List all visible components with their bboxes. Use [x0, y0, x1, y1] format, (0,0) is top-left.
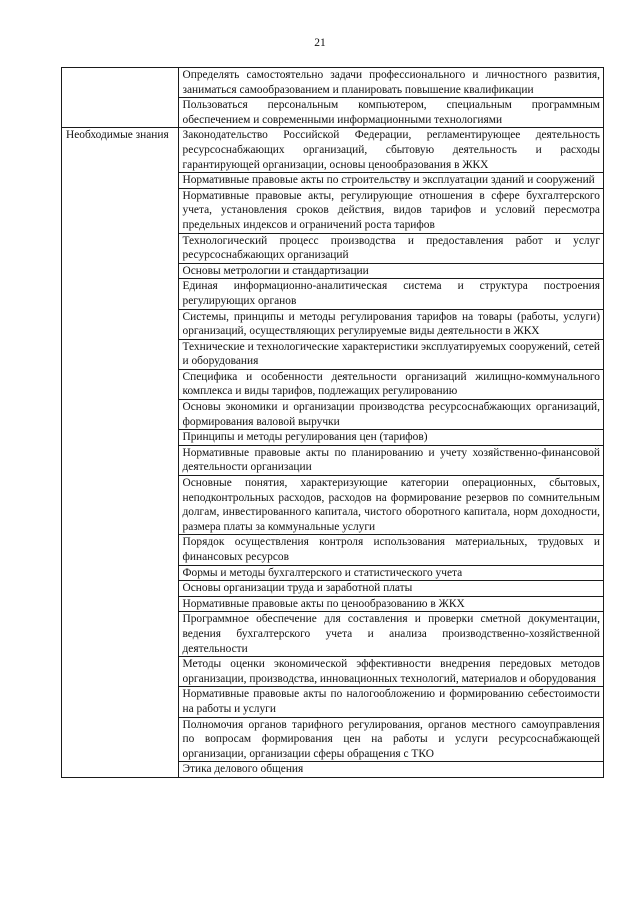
table-cell: Порядок осуществления контроля использования материальных, трудовых и финансовых ресурсов: [178, 535, 604, 565]
table-cell: Нормативные правовые акты по планированию и учету хозяйственно-финансовой деятельности организации: [178, 445, 604, 475]
table-cell: Нормативные правовые акты по строительству и эксплуатации зданий и сооружений: [178, 173, 604, 189]
table-cell: Полномочия органов тарифного регулирования, органов местного самоуправления по вопросам формирования цен на работы и услуги ресурсоснабжающей организации, организации сферы обращения с ТКО: [178, 717, 604, 762]
table-cell: Технологический процесс производства и предоставления работ и услуг ресурсоснабжающих организаций: [178, 233, 604, 263]
table-cell: Основы метрологии и стандартизации: [178, 263, 604, 279]
table-cell: Единая информационно-аналитическая система и структура построения регулирующих органов: [178, 279, 604, 309]
table-cell: Нормативные правовые акты по налогообложению и формированию себестоимости на работы и услуги: [178, 687, 604, 717]
table-cell: Пользоваться персональным компьютером, специальным программным обеспечением и современными информационными технологиями: [178, 98, 604, 128]
required-knowledge-label: Необходимые знания: [62, 128, 179, 778]
table-cell: Нормативные правовые акты по ценообразованию в ЖКХ: [178, 596, 604, 612]
table-cell: Основы организации труда и заработной платы: [178, 581, 604, 597]
group-label-cell: [62, 68, 179, 128]
table-cell: Этика делового общения: [178, 762, 604, 778]
table-cell: Нормативные правовые акты, регулирующие отношения в сфере бухгалтерского учета, установления сроков действия, видов тарифов и условий пересмотра предельных индексов и ограничений роста тарифов: [178, 188, 604, 233]
table-cell: Определять самостоятельно задачи профессионального и личностного развития, заниматься самообразованием и планировать повышение квалификации: [178, 68, 604, 98]
table-cell: Методы оценки экономической эффективности внедрения передовых методов организации, производства, инновационных технологий, материалов и оборудования: [178, 657, 604, 687]
professional-standard-table: [61, 67, 604, 778]
table-row: [62, 128, 604, 173]
table-cell: Системы, принципы и методы регулирования тарифов на товары (работы, услуги) организаций, осуществляющих регулируемые виды деятельности в ЖКХ: [178, 309, 604, 339]
table-cell: Принципы и методы регулирования цен (тарифов): [178, 430, 604, 446]
page-number: 21: [314, 37, 326, 49]
table-cell: Технические и технологические характеристики эксплуатируемых сооружений, сетей и оборудования: [178, 339, 604, 369]
table-cell: Основы экономики и организации производства ресурсоснабжающих организаций, формирования валовой выручки: [178, 400, 604, 430]
table-cell: Законодательство Российской Федерации, регламентирующее деятельность ресурсоснабжающих организаций, сбытовую деятельность и расходы гарантирующей организации, основы ценообразования в ЖКХ: [178, 128, 604, 173]
table-cell: Специфика и особенности деятельности организаций жилищно-коммунального комплекса и виды тарифов, подлежащих регулированию: [178, 369, 604, 399]
table-cell: Программное обеспечение для составления и проверки сметной документации, ведения бухгалтерского учета и анализа производственно-хозяйственной деятельности: [178, 612, 604, 657]
table-cell: Формы и методы бухгалтерского и статистического учета: [178, 565, 604, 581]
table-cell: Основные понятия, характеризующие категории операционных, сбытовых, неподконтрольных расходов, расходов на формирование резервов по сомнительным долгам, инвестированного капитала, чистого оборотного капитала, норм доходности, размера платы за коммунальные услуги: [178, 476, 604, 535]
table-row: [62, 68, 604, 98]
